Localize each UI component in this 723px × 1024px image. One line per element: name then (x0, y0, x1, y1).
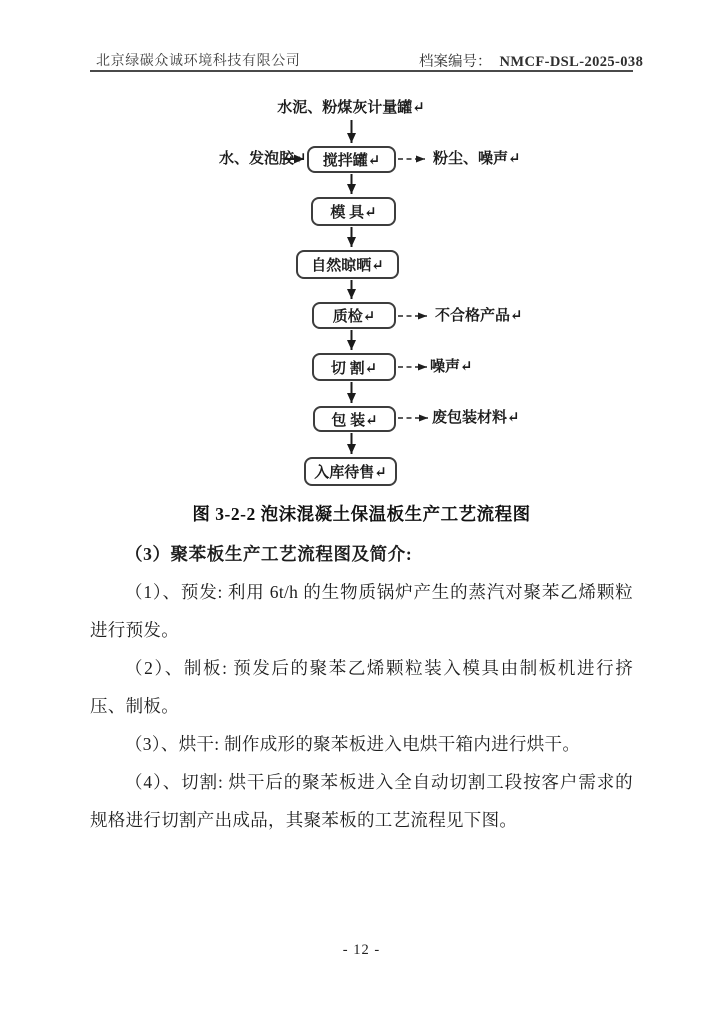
box-cutting: 切 割↵ (312, 353, 396, 381)
label-emission-noise: 噪声↵ (430, 359, 473, 375)
paragraph-drying: （3）、烘干: 制作成形的聚苯板进入电烘干箱内进行烘干。 (125, 734, 581, 754)
box-packaging: 包 装↵ (313, 406, 396, 432)
box-natural-drying: 自然晾晒↵ (296, 250, 399, 279)
box-quality-inspection: 质检↵ (312, 302, 396, 329)
archive-number-value: NMCF-DSL-2025-038 (499, 54, 644, 70)
label-emission-defective-products: 不合格产品↵ (435, 308, 523, 324)
paragraph-board-making: （2）、制板: 预发后的聚苯乙烯颗粒装入模具由制板机进行挤压、制板。 (90, 658, 633, 716)
section-heading: （3）聚苯板生产工艺流程图及简介: (125, 544, 413, 564)
paragraph-pre-expansion: （1）、预发: 利用 6t/h 的生物质锅炉产生的蒸汽对聚苯乙烯颗粒进行预发。 (90, 582, 633, 640)
process-flowchart (0, 0, 723, 500)
box-mold: 模 具↵ (311, 197, 396, 226)
label-emission-dust-noise: 粉尘、噪声↵ (433, 151, 521, 167)
label-input-water-foaming-agent: 水、发泡胶↵ (219, 151, 307, 167)
box-warehouse-for-sale: 入库待售↵ (304, 457, 397, 486)
header-company-name: 北京绿碳众诚环境科技有限公司 (96, 54, 301, 69)
box-mixing-tank: 搅拌罐↵ (307, 146, 396, 173)
label-emission-waste-packaging: 废包装材料↵ (432, 410, 520, 426)
paragraph-cutting: （4）、切割: 烘干后的聚苯板进入全自动切割工段按客户需求的规格进行切割产出成品，其聚苯板的工艺流程见下图。 (90, 772, 633, 830)
body-text (90, 535, 633, 839)
figure-caption: 图 3-2-2 泡沫混凝土保温板生产工艺流程图 (192, 504, 531, 524)
label-metering-tank: 水泥、粉煤灰计量罐↵ (277, 100, 425, 116)
archive-number-label: 档案编号： (419, 54, 492, 70)
page-number: - 12 - (342, 942, 381, 958)
